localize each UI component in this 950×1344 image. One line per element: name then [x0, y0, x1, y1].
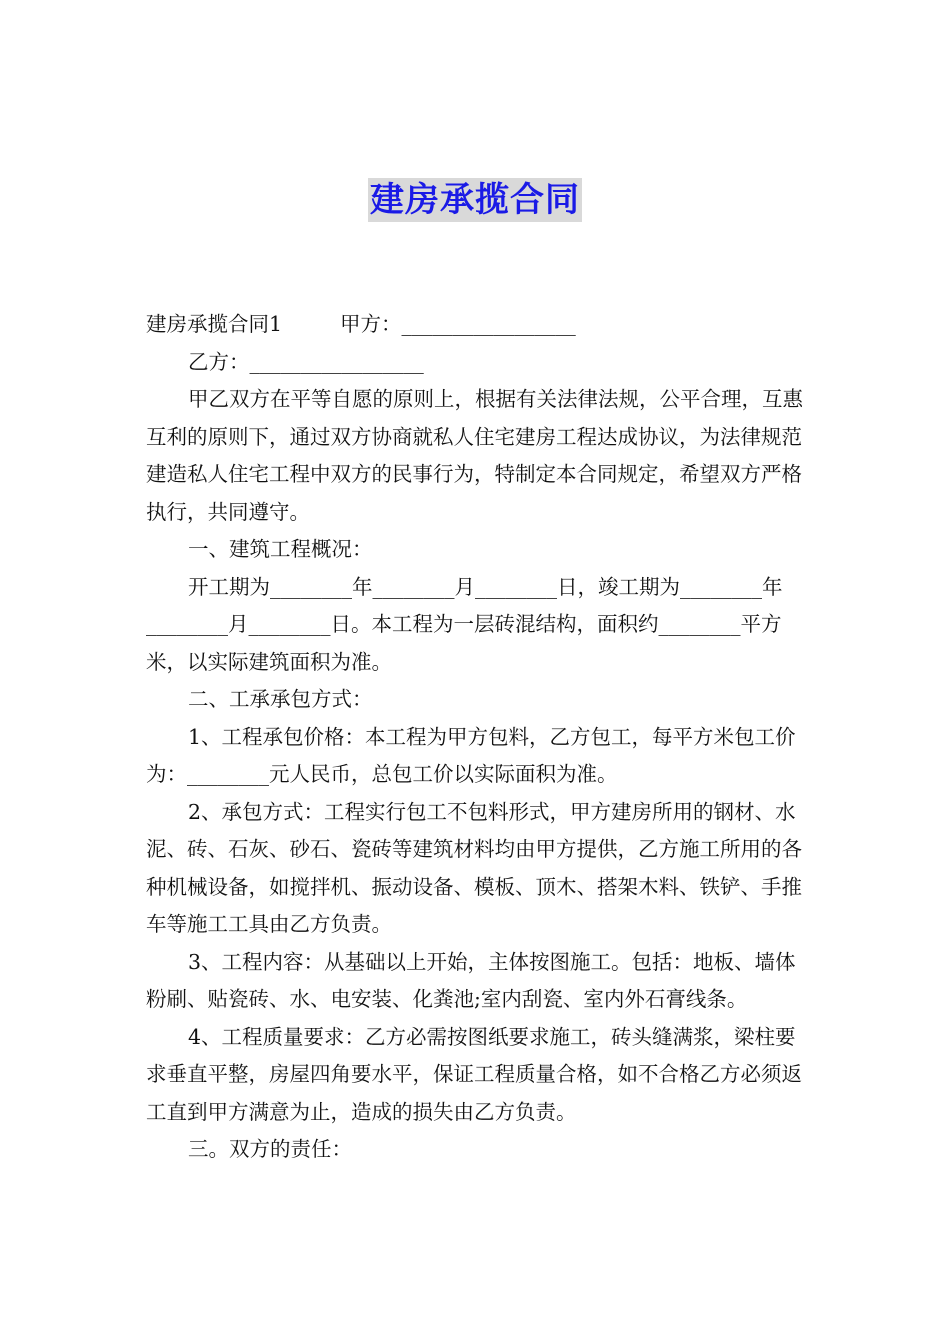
section3-heading: 三。双方的责任： — [188, 1137, 352, 1161]
item2-paragraph: 2、承包方式：工程实行包工不包料形式，甲方建房所用的钢材、水泥、砖、石灰、砂石、瓷砖等建筑材料均由甲方提供，乙方施工所用的各种机械设备，如搅拌机、振动设备、模板、顶木、搭架木料、铁铲、手推车等施工工具由乙方负责。 — [146, 799, 802, 936]
title-container — [0, 178, 950, 222]
section1-heading: 一、建筑工程概况： — [188, 537, 373, 561]
intro-left: 建房承揽合同1 — [146, 312, 283, 336]
party-b-line: 乙方：_________________ — [188, 349, 424, 374]
item3-paragraph: 3、工程内容：从基础以上开始，主体按图施工。包括：地板、墙体粉刷、贴瓷砖、水、电安装、化粪池;室内刮瓷、室内外石膏线条。 — [146, 949, 796, 1011]
item1-paragraph: 1、工程承包价格：本工程为甲方包料，乙方包工，每平方米包工价为：________元人民币，总包工价以实际面积为准。 — [146, 724, 796, 786]
document-title: 建房承揽合同 — [370, 180, 580, 220]
preamble-paragraph: 甲乙双方在平等自愿的原则上，根据有关法律法规，公平合理，互惠互利的原则下，通过双方协商就私人住宅建房工程达成协议，为法律规范建造私人住宅工程中双方的民事行为，特制定本合同规定，希望双方严格执行，共同遵守。 — [146, 387, 803, 524]
section1-paragraph: 开工期为________年________月________日，竣工期为________年________月________日。本工程为一层砖混结构，面积约________平方米，以实际建筑面积为准。 — [146, 574, 783, 674]
section2-heading: 二、工承承包方式： — [188, 687, 373, 711]
intro-line — [146, 306, 808, 344]
item4-paragraph: 4、工程质量要求：乙方必需按图纸要求施工，砖头缝满浆，梁柱要求垂直平整，房屋四角要水平，保证工程质量合格，如不合格乙方必须返工直到甲方满意为止，造成的损失由乙方负责。 — [146, 1024, 802, 1124]
document-body — [146, 306, 808, 1169]
party-a-line: 甲方：_________________ — [340, 312, 576, 336]
